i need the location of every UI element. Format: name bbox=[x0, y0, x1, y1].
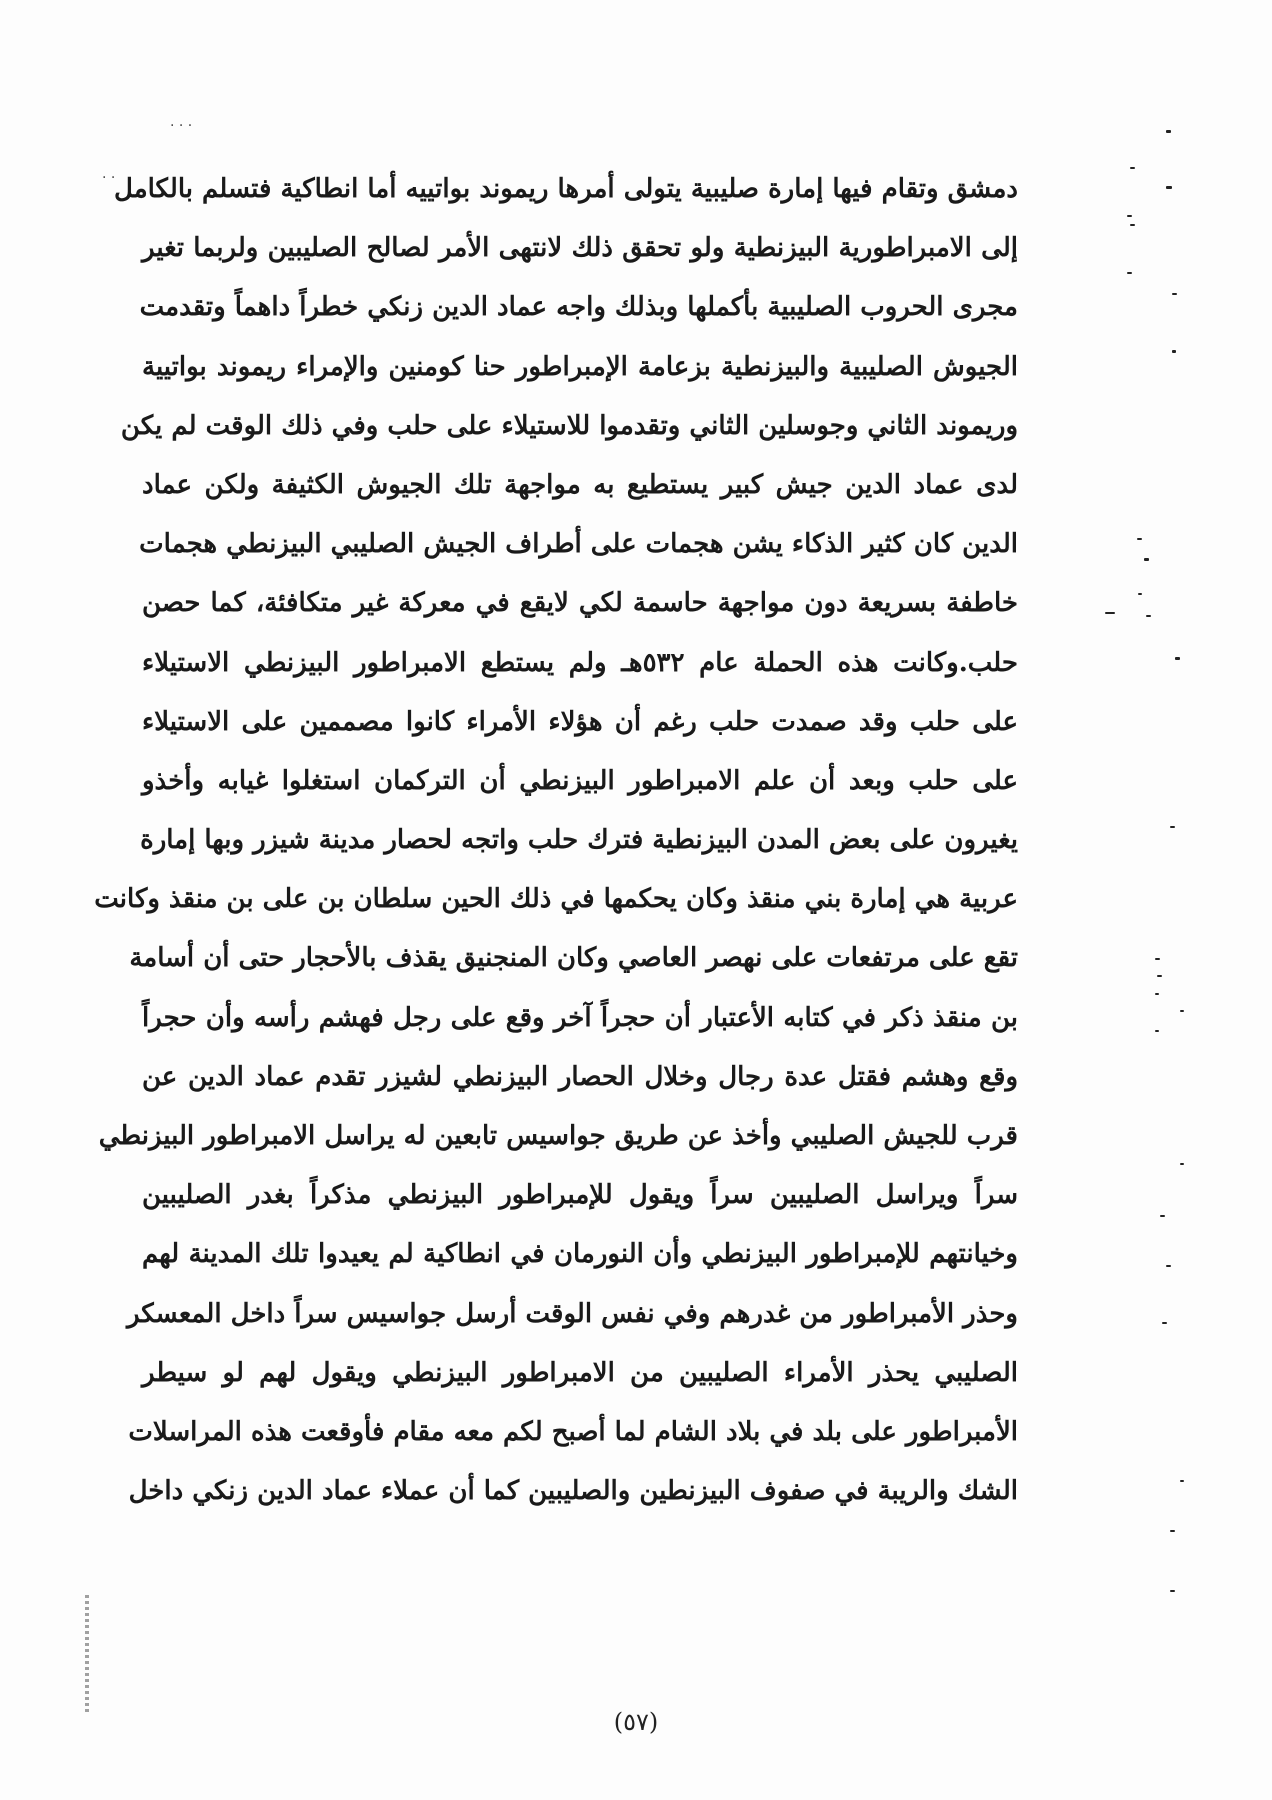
text-line: سراً ويراسل الصليبين سراً ويقول للإمبراطور البيزنطي مذكراً بغدر الصليبين bbox=[142, 1180, 1018, 1211]
scan-speck bbox=[1175, 657, 1180, 660]
scan-speck bbox=[1155, 993, 1159, 995]
scan-speck bbox=[1144, 558, 1149, 561]
scan-speck bbox=[1130, 167, 1135, 169]
text-line: عربية هي إمارة بني منقذ وكان يحكمها في ذلك الحين سلطان بن على بن منقذ وكانت bbox=[94, 884, 1018, 915]
scan-speck bbox=[1170, 1590, 1175, 1592]
text-line: الشك والريبة في صفوف البيزنطين والصليبين كما أن عملاء عماد الدين زنكي داخل bbox=[128, 1476, 1018, 1507]
scan-speck bbox=[1166, 186, 1172, 189]
scan-speck bbox=[1127, 272, 1132, 274]
scan-speck bbox=[1155, 1030, 1159, 1032]
text-line: بن منقذ ذكر في كتابه الأعتبار أن حجراً آخر وقع على رجل فهشم رأسه وأن حجراً bbox=[142, 1002, 1018, 1033]
scan-speck bbox=[1170, 826, 1175, 828]
scan-speck bbox=[1157, 975, 1162, 977]
text-line: دمشق وتقام فيها إمارة صليبية يتولى أمرها ريموند بواتييه أما انطاكية فتسلم بالكامل bbox=[114, 174, 1018, 204]
text-line: على حلب وقد صمدت حلب رغم أن هؤلاء الأمراء كانوا مصممين على الاستيلاء bbox=[142, 706, 1018, 737]
text-line: الأمبراطور على بلد في بلاد الشام لما أصبح لكم معه مقام فأوقعت هذه المراسلات bbox=[128, 1416, 1018, 1447]
text-line: مجرى الحروب الصليبية بأكملها وبذلك واجه عماد الدين زنكي خطراً داهماً وتقدمت bbox=[139, 292, 1018, 323]
text-line: على حلب وبعد أن علم الامبراطور البيزنطي أن التركمان استغلوا غيابه وأخذو bbox=[142, 765, 1018, 796]
scan-speck bbox=[1166, 130, 1171, 133]
scan-speck bbox=[1172, 350, 1176, 353]
page-number: (٥٧) bbox=[613, 1708, 659, 1736]
scan-speck bbox=[1137, 538, 1142, 540]
scan-speck bbox=[1172, 293, 1177, 295]
scan-speck bbox=[1166, 1265, 1171, 1267]
scan-speck bbox=[1162, 1322, 1167, 1324]
text-line: الصليبي يحذر الأمراء الصليبين من الامبراطور البيزنطي ويقول لهم لو سيطر bbox=[142, 1357, 1018, 1388]
text-line: تقع على مرتفعات على نهصر العاصي وكان المنجنيق يقذف بالأحجار حتى أن أسامة bbox=[129, 943, 1018, 974]
scan-speck bbox=[1155, 958, 1160, 960]
scan-speck bbox=[1127, 215, 1132, 217]
text-line: الجيوش الصليبية والبيزنطية بزعامة الإمبراطور حنا كومنين والإمراء ريموند بواتيية bbox=[142, 351, 1018, 382]
text-line: إلى الامبراطورية البيزنطية ولو تحقق ذلك لانتهى الأمر لصالح الصليبين ولربما تغير bbox=[142, 233, 1018, 264]
scan-speck bbox=[1180, 1010, 1184, 1012]
text-line: حلب.وكانت هذه الحملة عام ٥٣٢هـ ولم يستطع الامبراطور البيزنطي الاستيلاء bbox=[142, 647, 1018, 678]
text-line: الدين كان كثير الذكاء يشن هجمات على أطراف الجيش الصليبي البيزنطي هجمات bbox=[139, 529, 1018, 560]
scan-speck bbox=[1180, 1480, 1184, 1482]
text-line: خاطفة بسريعة دون مواجهة حاسمة لكي لايقع في معركة غير متكافئة، كما حصن bbox=[142, 588, 1018, 619]
scan-speck bbox=[1105, 612, 1115, 614]
scan-speck: · · bbox=[102, 170, 116, 186]
scan-speck bbox=[1146, 615, 1151, 617]
margin-stamp bbox=[85, 1595, 89, 1715]
scan-speck bbox=[1160, 1215, 1165, 1217]
text-line: وحذر الأمبراطور من غدرهم وفي نفس الوقت أرسل جواسيس سراً داخل المعسكر bbox=[126, 1298, 1018, 1329]
scan-speck bbox=[1130, 224, 1135, 226]
scan-speck bbox=[1170, 1530, 1175, 1532]
text-line: يغيرون على بعض المدن البيزنطية فترك حلب واتجه لحصار مدينة شيزر وبها إمارة bbox=[140, 825, 1018, 856]
text-line: لدى عماد الدين جيش كبير يستطيع به مواجهة تلك الجيوش الكثيفة ولكن عماد bbox=[142, 469, 1018, 500]
scan-speck: · · · bbox=[170, 118, 193, 134]
text-line: وقع وهشم فقتل عدة رجال وخلال الحصار البيزنطي لشيزر تقدم عماد الدين عن bbox=[142, 1061, 1018, 1092]
text-line: وخيانتهم للإمبراطور البيزنطي وأن النورمان في انطاكية لم يعيدوا تلك المدينة لهم bbox=[142, 1239, 1018, 1270]
text-line: وريموند الثاني وجوسلين الثاني وتقدموا للاستيلاء على حلب وفي ذلك الوقت لم يكن bbox=[120, 410, 1018, 441]
body-text bbox=[94, 160, 1018, 1521]
scan-speck bbox=[1138, 593, 1142, 595]
text-line: قرب للجيش الصليبي وأخذ عن طريق جواسيس تابعين له يراسل الامبراطور البيزنطي bbox=[98, 1121, 1018, 1151]
scan-speck bbox=[1180, 1163, 1184, 1165]
